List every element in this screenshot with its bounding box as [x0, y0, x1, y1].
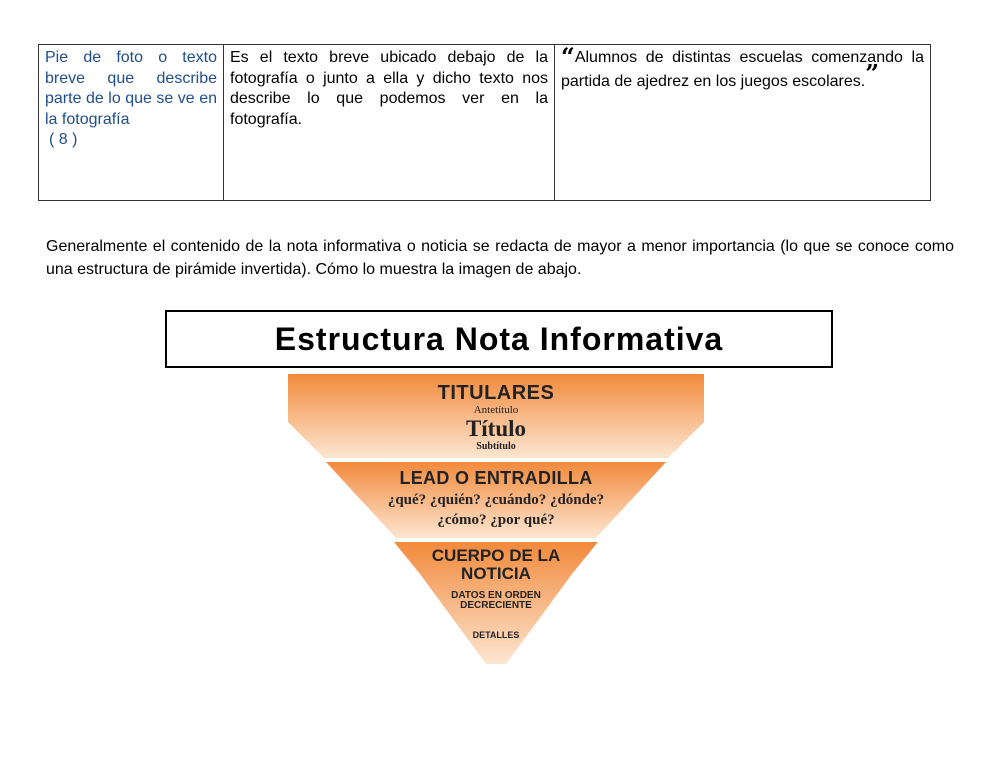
example-cell [555, 42, 931, 201]
definition-table [38, 44, 931, 201]
lead-heading: LEAD O ENTRADILLA [399, 468, 593, 488]
definition-cell [224, 45, 555, 201]
definition-text: Es el texto breve ubicado debajo de la fotografía o junto a ella y dicho texto nos describe lo que podemos ver en la fotografía. [230, 49, 548, 128]
close-quote-mark: ” [865, 58, 879, 88]
detalles-label: DETALLES [472, 630, 520, 640]
cuerpo-heading-line2: NOTICIA [461, 564, 531, 583]
table-row [39, 45, 931, 201]
inverted-pyramid-diagram [288, 374, 704, 666]
datos-line2: DECRECIENTE [460, 600, 532, 611]
diagram-title-box [165, 310, 833, 368]
diagram-title: Estructura Nota Informativa [274, 320, 724, 357]
term-cell [39, 45, 224, 201]
subtitulo-label: Subtítulo [476, 441, 516, 452]
antetitulo-label: Antetítulo [473, 404, 519, 416]
term-text: Pie de foto o texto breve que describe parte de lo que se ve en la fotografía [45, 49, 217, 128]
example-text: Alumnos de distintas escuelas comenzando la partida de ajedrez en los juegos escolares. [561, 49, 924, 90]
body-paragraph: Generalmente el contenido de la nota informativa o noticia se redacta de mayor a menor importancia (lo que se conoce como una estructura de pirámide invertida). Cómo lo muestra la imagen de abajo. [46, 238, 954, 278]
datos-line1: DATOS EN ORDEN [451, 590, 541, 601]
titulares-heading: TITULARES [437, 382, 555, 404]
cuerpo-heading-line1: CUERPO DE LA [431, 546, 561, 565]
open-quote-mark: “ [561, 42, 575, 71]
term-number: ( 8 ) [49, 131, 78, 148]
lead-questions-line2: ¿cómo? ¿por qué? [437, 512, 555, 528]
titulo-label: Título [465, 416, 527, 441]
lead-questions-line1: ¿qué? ¿quién? ¿cuándo? ¿dónde? [387, 492, 605, 508]
